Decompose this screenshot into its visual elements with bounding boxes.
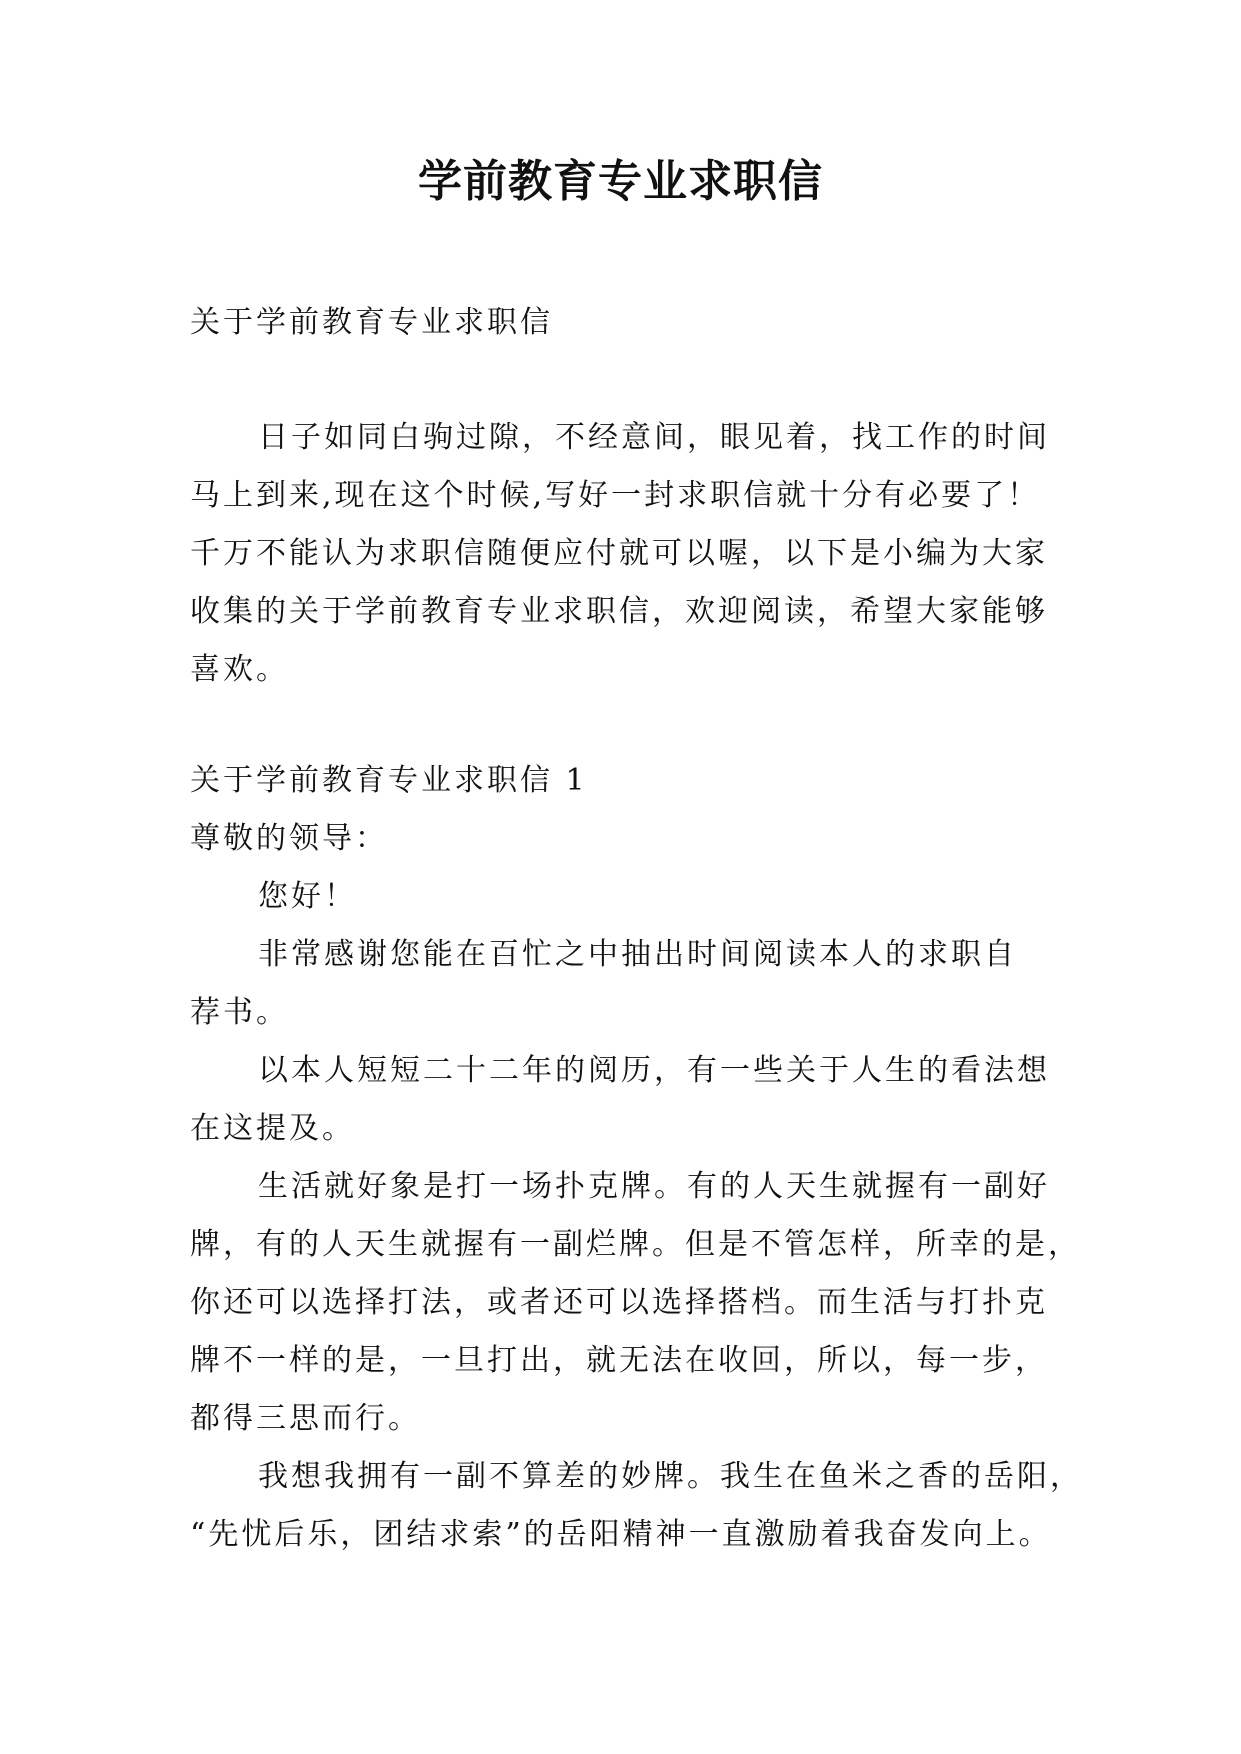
paragraph-line: 都得三思而行。	[190, 1401, 421, 1436]
paragraph-line: 我想我拥有一副不算差的妙牌。我生在鱼米之香的岳阳，	[258, 1459, 1083, 1494]
paragraph-line: “先忧后乐，团结求索”的岳阳精神一直激励着我奋发向上。	[190, 1517, 1052, 1552]
intro-line: 千万不能认为求职信随便应付就可以喔，以下是小编为大家	[190, 536, 1048, 571]
section-heading: 关于学前教育专业求职信 1	[190, 763, 588, 798]
paragraph-line: 荐书。	[190, 995, 289, 1030]
intro-line: 收集的关于学前教育专业求职信，欢迎阅读，希望大家能够	[190, 594, 1048, 629]
paragraph-line: 在这提及。	[190, 1111, 355, 1146]
paragraph-line: 非常感谢您能在百忙之中抽出时间阅读本人的求职自	[258, 937, 1017, 972]
paragraph-line: 牌不一样的是，一旦打出，就无法在收回，所以，每一步，	[190, 1343, 1048, 1378]
document-title: 学前教育专业求职信	[418, 156, 823, 207]
document-subtitle	[190, 294, 1060, 352]
paragraph-line: 生活就好象是打一场扑克牌。有的人天生就握有一副好	[258, 1169, 1050, 1204]
subtitle-line: 关于学前教育专业求职信	[190, 305, 553, 340]
letter-body	[190, 752, 1083, 1564]
paragraph-line: 以本人短短二十二年的阅历，有一些关于人生的看法想	[258, 1053, 1050, 1088]
intro-line: 喜欢。	[190, 652, 289, 687]
intro-paragraph	[190, 409, 1060, 699]
intro-line: 日子如同白驹过隙，不经意间，眼见着，找工作的时间	[258, 420, 1050, 455]
paragraph-line: 你还可以选择打法，或者还可以选择搭档。而生活与打扑克	[190, 1285, 1048, 1320]
greeting: 您好！	[258, 879, 357, 914]
intro-line: 马上到来,现在这个时候,写好一封求职信就十分有必要了！	[190, 478, 1041, 513]
salutation: 尊敬的领导：	[190, 821, 388, 856]
paragraph-line: 牌，有的人天生就握有一副烂牌。但是不管怎样，所幸的是，	[190, 1227, 1081, 1262]
